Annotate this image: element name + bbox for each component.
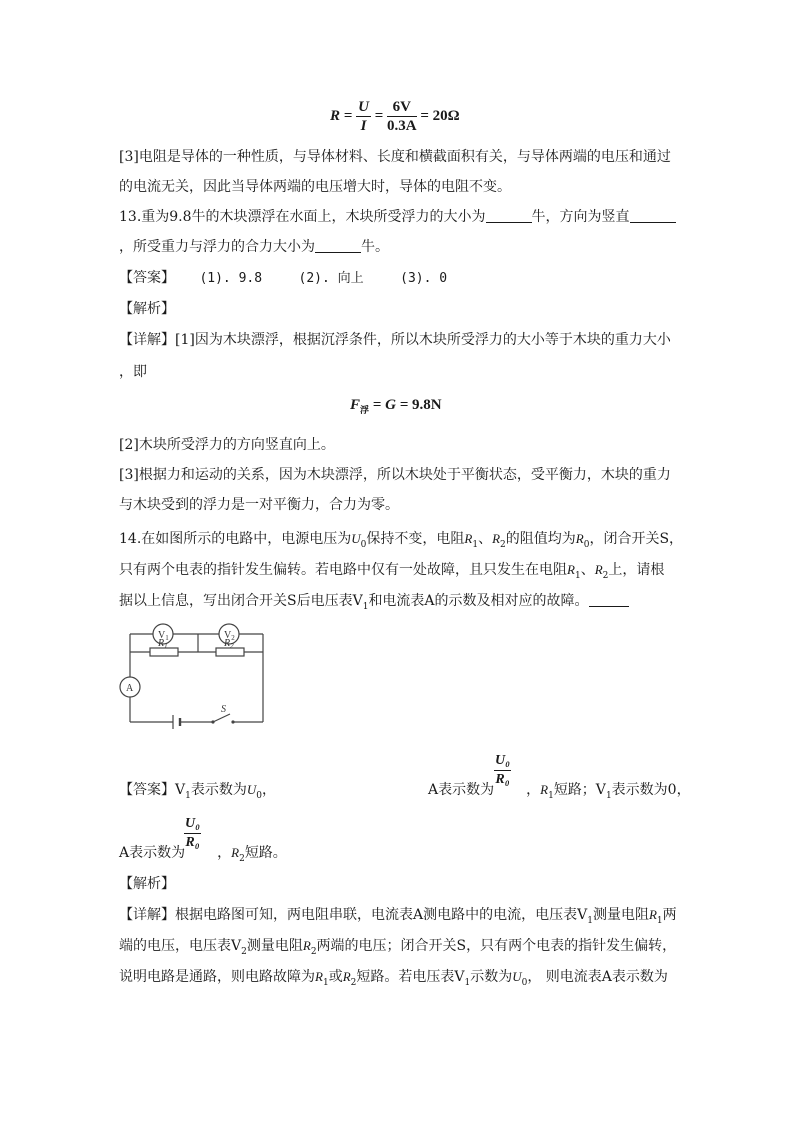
question-13-line-1: 13.重为9.8牛的木块漂浮在水面上，木块所受浮力的大小为 牛，方向为竖直: [119, 207, 679, 227]
circuit-diagram: [118, 622, 268, 732]
detail-13-line-3: [2]木块所受浮力的方向竖直向上。: [119, 437, 335, 453]
answer-13: 【答案】 (1). 9.8 (2). 向上 (3). 0: [119, 270, 448, 286]
svg-text:A: A: [126, 683, 134, 694]
switch: [213, 714, 230, 722]
analysis-heading-13: 【解析】: [119, 301, 175, 317]
svg-text:V2: $V_2$: [224, 630, 235, 642]
para-3-line-2: 的电流无关，因此当导体两端的电压增大时，导体的电阻不变。: [119, 179, 511, 195]
detail-13-line-2: ，即: [119, 364, 147, 380]
answer-14-fraction-2: $\frac{\text{U₀}}{\text{R₀}}$: [185, 816, 200, 850]
svg-text:S: S: [221, 704, 226, 715]
question-13-line-2: ，所受重力与浮力的合力大小为 牛。: [119, 239, 389, 255]
question-14-line-1: 14.在如图所示的电路中，电源电压为$U_0$保持不变，电阻$R_1$、$R_2$的阻值均为$R_0$，闭合开关S，: [119, 531, 684, 550]
detail-13-line-1: 【详解】[1]因为木块漂浮，根据沉浮条件，所以木块所受浮力的大小等于木块的重力大小: [119, 332, 671, 348]
question-14-line-2: 只有两个电表的指针发生偏转。若电路中仅有一处故障，且只发生在电阻$R_1$、$R_2$上，请根: [119, 562, 665, 581]
question-14-line-3: 据以上信息，写出闭合开关S后电压表$V_1$和电流表A的示数及相对应的故障。: [119, 591, 679, 617]
answer-14-line-2: A表示数为 ，$R_2$短路。: [119, 845, 287, 864]
equation-resistance: R = $\frac{U}{I}$ = $\frac{6V}{0.3A}$ = 20Ω: [330, 99, 460, 134]
detail-14-line-3: 说明电路是通路，则电路故障为$R_1$或$R_2$短路。若电压表$V_1$示数为$U_0$， 则电流表A表示数为: [119, 969, 668, 988]
para-3-line-1: [3]电阻是导体的一种性质，与导体材料、长度和横截面积有关，与导体两端的电压和通过: [119, 149, 671, 165]
svg-text:V1: $V_1$: [158, 630, 169, 642]
answer-14-line-1b: A表示数为 ，$R_1$短路；$V_1$表示数为0，: [428, 782, 691, 801]
detail-14-line-1: 【详解】根据电路图可知，两电阻串联，电流表A测电路中的电流，电压表$V_1$测量电阻$R_1$两: [119, 907, 677, 926]
detail-13-line-5: 与木块受到的浮力是一对平衡力，合力为零。: [119, 497, 399, 513]
detail-13-line-4: [3]根据力和运动的关系，因为木块漂浮，所以木块处于平衡状态，受平衡力，木块的重力: [119, 467, 671, 483]
svg-text:R2: $R_2$: [224, 638, 234, 650]
detail-14-line-2: 端的电压，电压表$V_2$测量电阻$R_2$两端的电压；闭合开关S，只有两个电表的指针发生偏转，: [119, 938, 677, 957]
answer-14-fraction-1: $\frac{\text{U₀}}{\text{R₀}}$: [495, 753, 510, 787]
equation-buoyancy: $F_浮 = G = 9.8N$: [350, 397, 442, 415]
analysis-heading-14: 【解析】: [119, 876, 175, 892]
svg-text:R1: $R_1$: [158, 638, 168, 650]
answer-14-line-1: 【答案】$V_1$表示数为$U_0$，: [119, 782, 276, 801]
